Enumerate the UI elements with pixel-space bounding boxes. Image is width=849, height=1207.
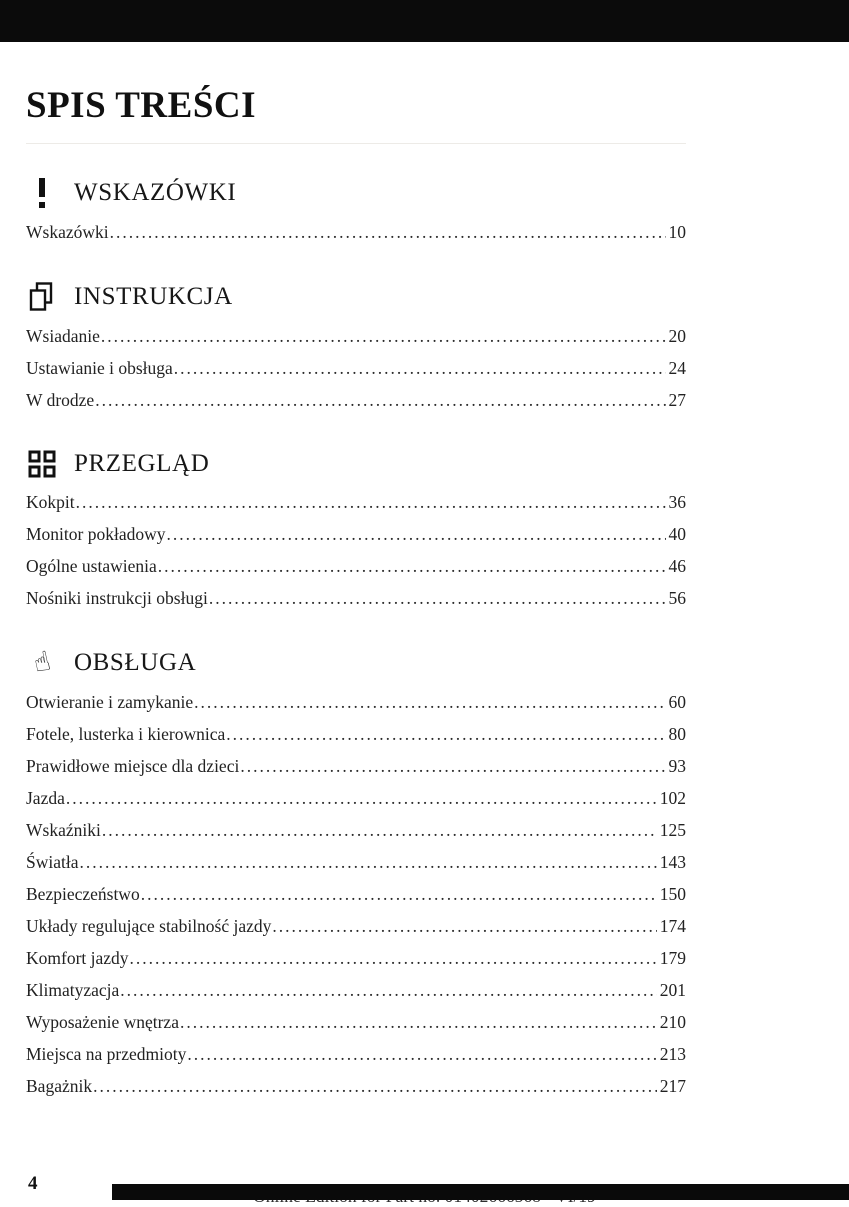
toc-entry-page: 174	[659, 916, 686, 936]
section-title: INSTRUKCJA	[74, 283, 233, 310]
toc-entry-page: 46	[668, 556, 686, 576]
bottom-black-bar	[112, 1184, 849, 1200]
toc-entry	[26, 910, 686, 942]
toc-entry-label: Otwieranie i zamykanie	[26, 692, 194, 712]
toc-entry-label: W drodze	[26, 390, 95, 410]
section-heading	[26, 645, 686, 680]
toc-page-content	[26, 42, 686, 1102]
toc-leader-dots	[194, 686, 665, 718]
exclamation-icon	[26, 178, 58, 208]
toc-entry	[26, 814, 686, 846]
toc-leader-dots	[167, 518, 666, 550]
toc-entry-page: 125	[659, 820, 686, 840]
toc-entry-label: Jazda	[26, 788, 65, 808]
hand-icon: ☝	[30, 645, 54, 680]
toc-entry-page: 93	[668, 756, 686, 776]
toc-entry-page: 24	[668, 358, 686, 378]
toc-leader-dots	[187, 1038, 656, 1070]
toc-entry-label: Układy regulujące stabilność jazdy	[26, 916, 272, 936]
section-title: WSKAZÓWKI	[74, 179, 237, 206]
toc-entry-page: 102	[659, 788, 686, 808]
toc-leader-dots	[141, 878, 657, 910]
section-heading	[26, 282, 686, 312]
toc-leader-dots	[174, 352, 666, 384]
toc-leader-dots	[101, 320, 666, 352]
toc-leader-dots	[158, 550, 666, 582]
toc-entry-page: 20	[668, 326, 686, 346]
toc-entry-label: Ogólne ustawienia	[26, 556, 157, 576]
toc-entry-page: 60	[668, 692, 686, 712]
toc-entry-page: 179	[659, 948, 686, 968]
toc-section-obsluga	[26, 645, 686, 1102]
toc-entry-page: 56	[668, 588, 686, 608]
toc-entry-page: 217	[659, 1076, 686, 1096]
toc-entry	[26, 1070, 686, 1102]
toc-entry-page: 80	[668, 724, 686, 744]
toc-entry-page: 10	[668, 222, 686, 242]
toc-leader-dots	[76, 486, 666, 518]
toc-entry	[26, 750, 686, 782]
page-number: 4	[28, 1173, 38, 1194]
section-title: OBSŁUGA	[74, 649, 197, 676]
page-title: SPIS TREŚCI	[26, 85, 257, 126]
toc-entry	[26, 352, 686, 384]
toc-leader-dots	[180, 1006, 657, 1038]
toc-entry-label: Bagażnik	[26, 1076, 93, 1096]
toc-entry	[26, 846, 686, 878]
toc-leader-dots	[80, 846, 657, 878]
toc-entry-label: Ustawianie i obsługa	[26, 358, 173, 378]
toc-entry	[26, 550, 686, 582]
toc-entry	[26, 216, 686, 248]
toc-entry-page: 201	[659, 980, 686, 1000]
top-black-bar	[0, 0, 849, 42]
toc-entry	[26, 518, 686, 550]
toc-entry-page: 27	[668, 390, 686, 410]
toc-section-przeglad	[26, 450, 686, 614]
toc-leader-dots	[93, 1070, 657, 1102]
toc-leader-dots	[95, 384, 665, 416]
toc-entry-page: 213	[659, 1044, 686, 1064]
toc-entry	[26, 974, 686, 1006]
toc-entry	[26, 686, 686, 718]
toc-entry-label: Klimatyzacja	[26, 980, 120, 1000]
toc-entry-page: 36	[668, 492, 686, 512]
pages-icon	[26, 282, 58, 312]
toc-entry	[26, 582, 686, 614]
toc-entry-label: Nośniki instrukcji obsługi	[26, 588, 208, 608]
toc-leader-dots	[226, 718, 665, 750]
toc-entry-label: Bezpieczeństwo	[26, 884, 140, 904]
toc-entry-page: 150	[659, 884, 686, 904]
toc-entry-label: Miejsca na przedmioty	[26, 1044, 187, 1064]
toc-entry	[26, 384, 686, 416]
toc-entry-label: Wyposażenie wnętrza	[26, 1012, 179, 1032]
toc-entry-label: Wskazówki	[26, 222, 109, 242]
toc-leader-dots	[209, 582, 666, 614]
toc-entry-label: Wskaźniki	[26, 820, 101, 840]
toc-entry-page: 40	[668, 524, 686, 544]
toc-entry-label: Komfort jazdy	[26, 948, 129, 968]
title-divider	[26, 143, 686, 144]
toc-leader-dots	[120, 974, 656, 1006]
toc-entry-page: 210	[659, 1012, 686, 1032]
toc-leader-dots	[240, 750, 665, 782]
toc-entry-page: 143	[659, 852, 686, 872]
section-heading	[26, 450, 686, 478]
toc-entry	[26, 942, 686, 974]
section-heading	[26, 178, 686, 208]
toc-entry-label: Prawidłowe miejsce dla dzieci	[26, 756, 240, 776]
toc-entry	[26, 486, 686, 518]
toc-entry-label: Światła	[26, 852, 79, 872]
toc-entry-label: Fotele, lusterka i kierownica	[26, 724, 226, 744]
toc-entry-label: Wsiadanie	[26, 326, 100, 346]
toc-entry	[26, 1038, 686, 1070]
toc-entry	[26, 320, 686, 352]
toc-entry-label: Kokpit	[26, 492, 75, 512]
toc-entry	[26, 1006, 686, 1038]
section-title: PRZEGLĄD	[74, 450, 210, 477]
toc-entry-label: Monitor pokładowy	[26, 524, 166, 544]
grid-icon	[26, 450, 58, 478]
toc-entry	[26, 878, 686, 910]
toc-entry	[26, 718, 686, 750]
toc-leader-dots	[66, 782, 657, 814]
toc-entry	[26, 782, 686, 814]
toc-leader-dots	[102, 814, 657, 846]
toc-leader-dots	[130, 942, 657, 974]
toc-leader-dots	[272, 910, 656, 942]
toc-leader-dots	[110, 216, 666, 248]
toc-section-instrukcja	[26, 282, 686, 416]
toc-section-wskazowki	[26, 178, 686, 248]
